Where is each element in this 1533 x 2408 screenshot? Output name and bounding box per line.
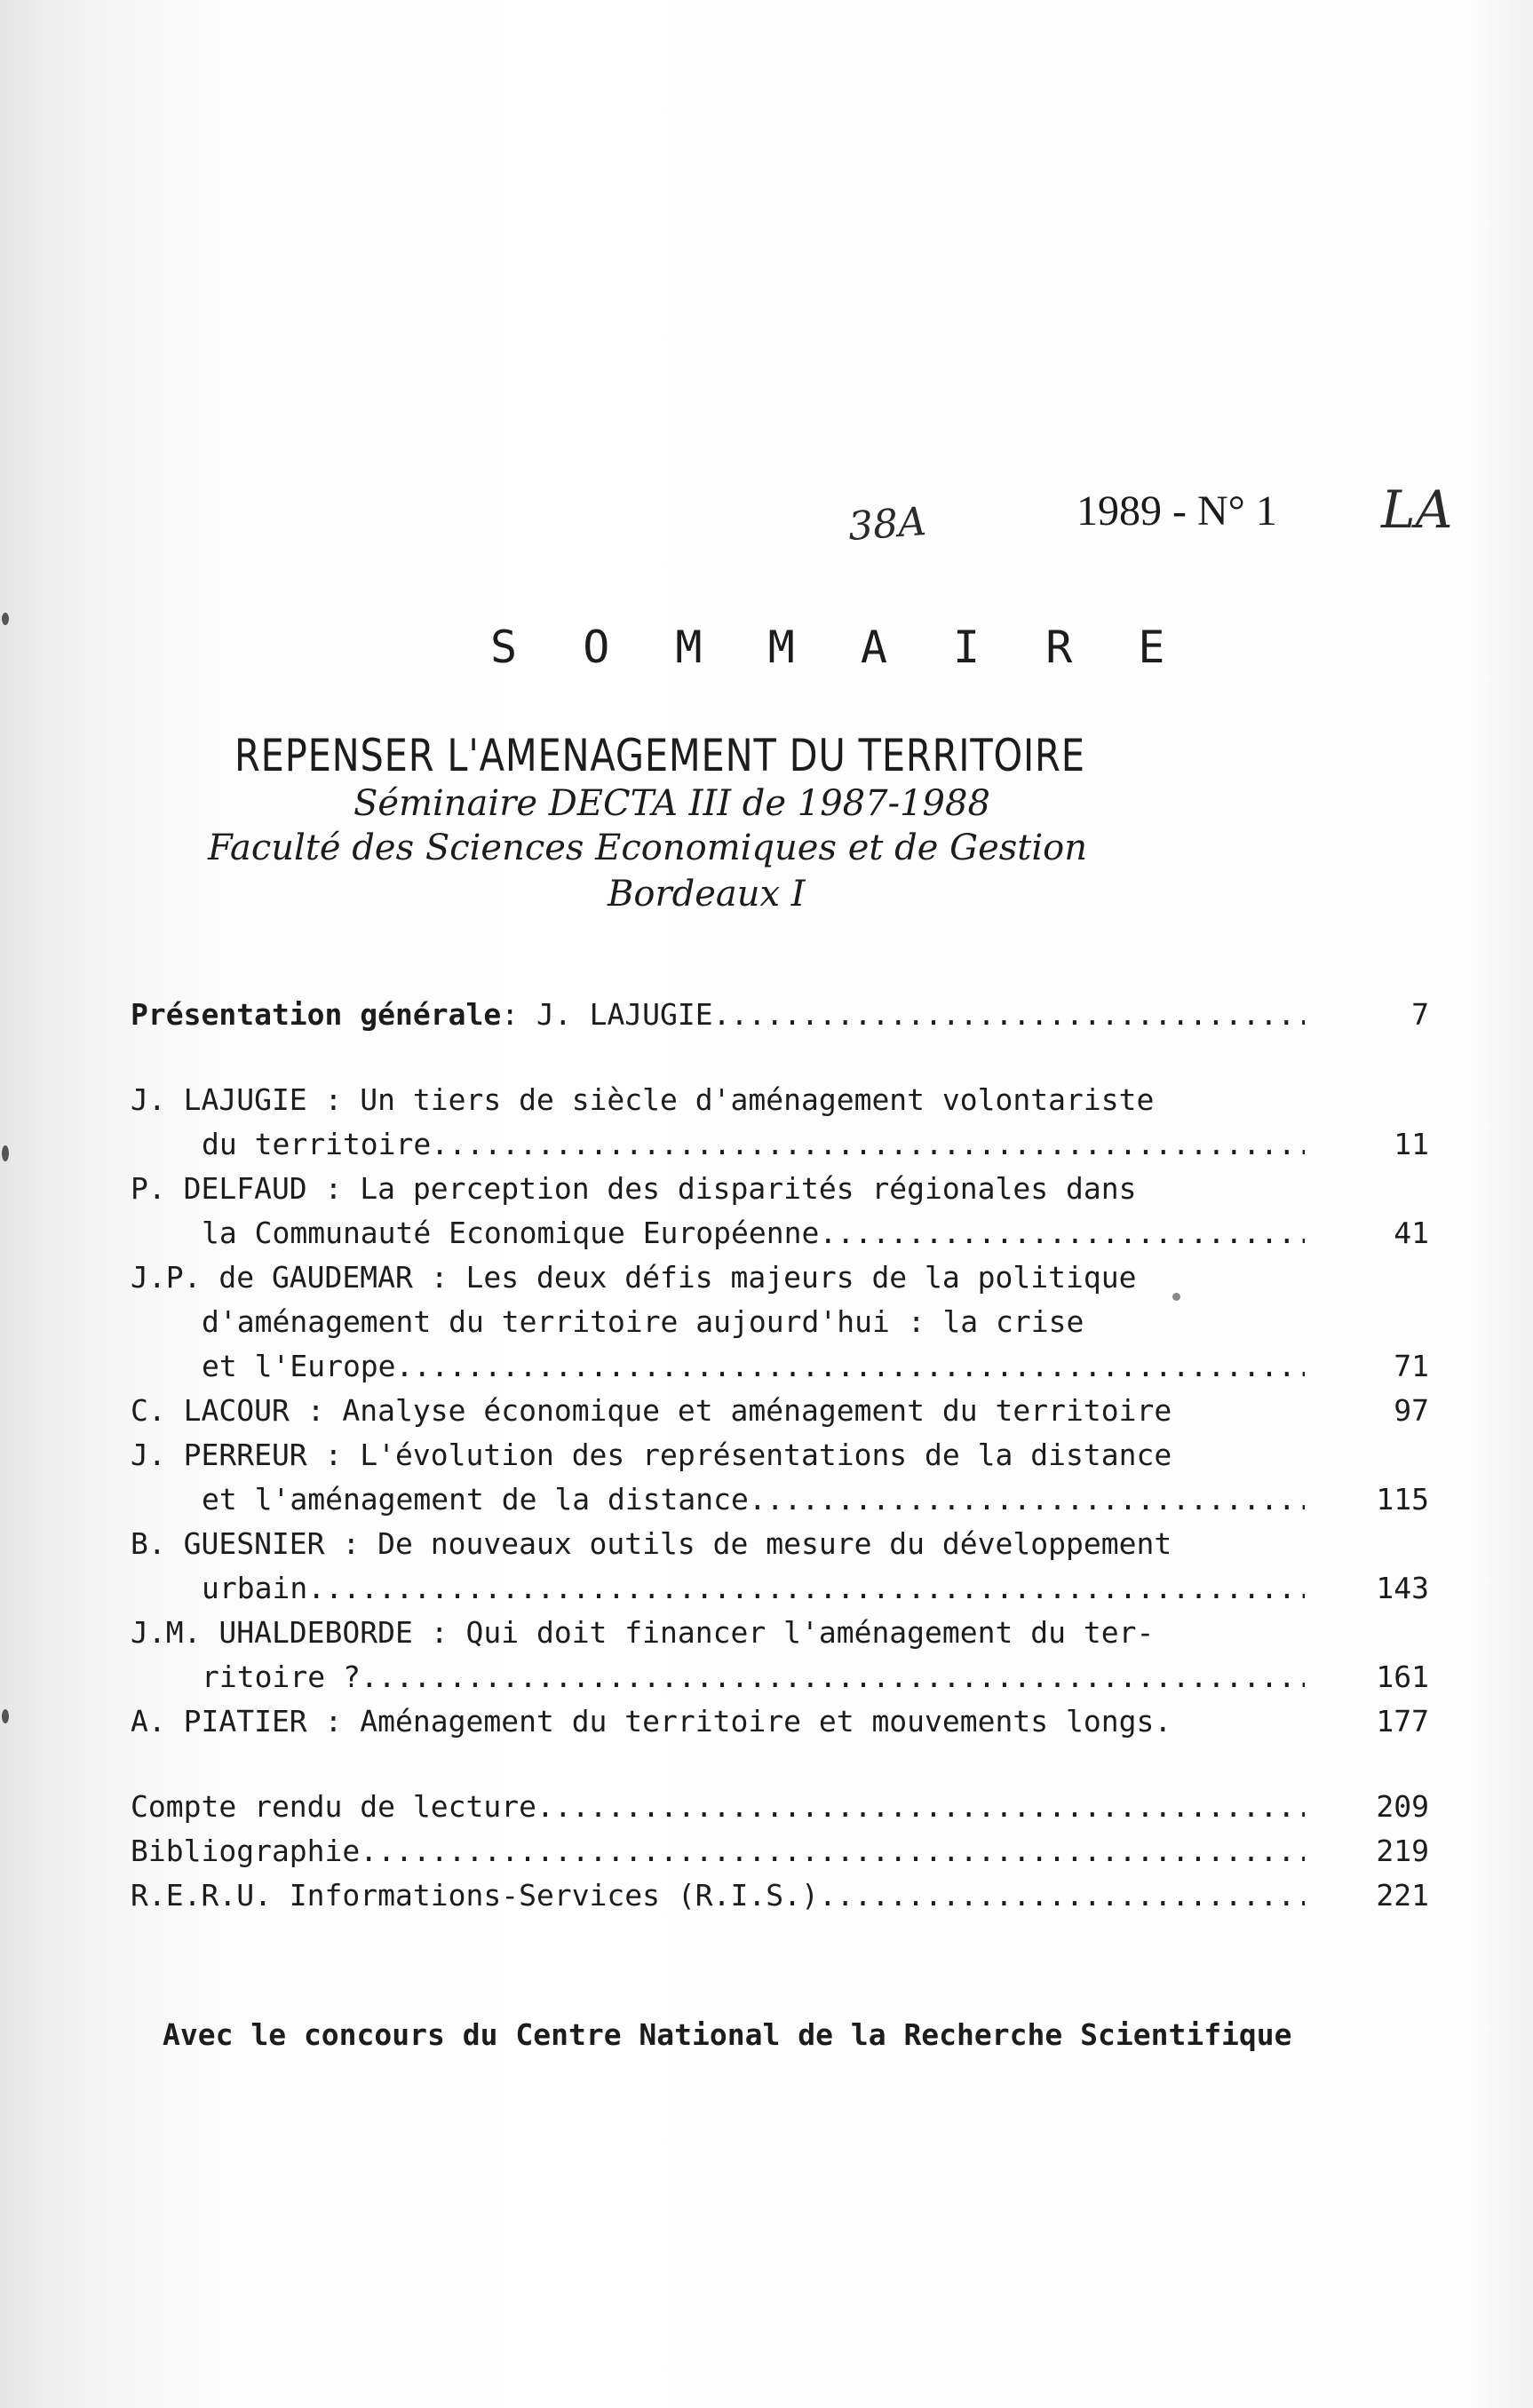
dot-leader: [396, 1344, 1305, 1389]
dot-leader: [819, 1873, 1305, 1918]
extra-label: Bibliographie: [131, 1834, 361, 1868]
entry-line: et l'Europe: [202, 1349, 396, 1383]
page-number: 221: [1376, 1878, 1429, 1913]
scan-speck: [2, 1145, 9, 1161]
entry-line: et l'aménagement de la distance: [202, 1482, 749, 1517]
page-number: 161: [1376, 1659, 1429, 1694]
entry-line: urbain: [202, 1571, 308, 1605]
extra-label: R.E.R.U. Informations-Services (R.I.S.): [131, 1878, 819, 1913]
scan-speck: [1172, 1293, 1180, 1301]
entry-line: B. GUESNIER : De nouveaux outils de mesure du développement: [131, 1526, 1172, 1561]
toc-extra: [131, 1873, 1429, 1918]
dot-leader: [431, 1122, 1305, 1167]
page-number: 71: [1394, 1349, 1429, 1383]
page-number: 219: [1376, 1834, 1429, 1868]
main-title: REPENSER L'AMENAGEMENT DU TERRITOIRE: [234, 730, 1085, 781]
page-number: 11: [1394, 1127, 1429, 1161]
toc-entry-presentation: [131, 993, 1429, 1037]
issue-number: 1989 - N° 1: [1076, 487, 1277, 535]
toc-extra: [131, 1785, 1429, 1829]
page-number: 41: [1394, 1216, 1429, 1250]
dot-leader: [713, 993, 1305, 1037]
toc-entry: [131, 1522, 1429, 1611]
toc-entry: [131, 1433, 1429, 1522]
entry-line: d'aménagement du territoire aujourd'hui : la crise: [202, 1304, 1084, 1339]
dot-leader: [819, 1211, 1305, 1255]
toc-extra: [131, 1829, 1429, 1873]
toc-entry: [131, 1389, 1429, 1433]
scan-speck: [2, 1709, 9, 1723]
entry-line: J. LAJUGIE : Un tiers de siècle d'aménagement volontariste: [131, 1082, 1155, 1117]
page-number: 97: [1394, 1393, 1429, 1428]
entry-line: P. DELFAUD : La perception des disparités régionales dans: [131, 1171, 1137, 1206]
subtitle-location: Bordeaux I: [608, 874, 806, 915]
toc-entry: [131, 1255, 1429, 1389]
extra-label: Compte rendu de lecture: [131, 1789, 536, 1824]
page-number: 143: [1376, 1571, 1429, 1605]
page-number: 115: [1376, 1482, 1429, 1517]
dot-leader: [360, 1829, 1305, 1873]
entry-line: la Communauté Economique Européenne: [202, 1216, 820, 1250]
presentation-author: : J. LAJUGIE: [501, 997, 713, 1032]
page-number: 7: [1411, 997, 1429, 1032]
subtitle-seminar: Séminaire DECTA III de 1987-1988: [353, 783, 990, 824]
entry-line: C. LACOUR : Analyse économique et aménagement du territoire: [131, 1393, 1172, 1428]
toc-entry: [131, 1078, 1429, 1167]
entry-line: ritoire ?: [202, 1659, 361, 1694]
scan-speck: [2, 613, 9, 625]
handwritten-left-mark: 38A: [846, 499, 928, 550]
entry-line: J.M. UHALDEBORDE : Qui doit financer l'aménagement du ter-: [131, 1615, 1155, 1650]
toc-entry: [131, 1699, 1429, 1744]
footer-credit: Avec le concours du Centre National de la Recherche Scientifique: [163, 2017, 1292, 2052]
presentation-label: Présentation générale: [131, 997, 502, 1032]
subtitle-faculty: Faculté des Sciences Economiques et de Gestion: [208, 828, 1088, 868]
toc-entry: [131, 1611, 1429, 1699]
page-number: 177: [1376, 1704, 1429, 1739]
toc-entry: [131, 1167, 1429, 1255]
dot-leader: [307, 1566, 1305, 1611]
page-number: 209: [1376, 1789, 1429, 1824]
table-of-contents: [131, 993, 1429, 1918]
dot-leader: [361, 1655, 1305, 1699]
dot-leader: [749, 1477, 1305, 1522]
dot-leader: [536, 1785, 1305, 1829]
entry-line: J.P. de GAUDEMAR : Les deux défis majeurs de la politique: [131, 1260, 1137, 1295]
sommaire-heading: S O M M A I R E: [490, 622, 1185, 673]
entry-line: J. PERREUR : L'évolution des représentations de la distance: [131, 1438, 1172, 1472]
entry-line: A. PIATIER : Aménagement du territoire et mouvements longs.: [131, 1704, 1172, 1739]
entry-line: du territoire: [202, 1127, 432, 1161]
handwritten-right-mark: LA: [1381, 479, 1453, 540]
